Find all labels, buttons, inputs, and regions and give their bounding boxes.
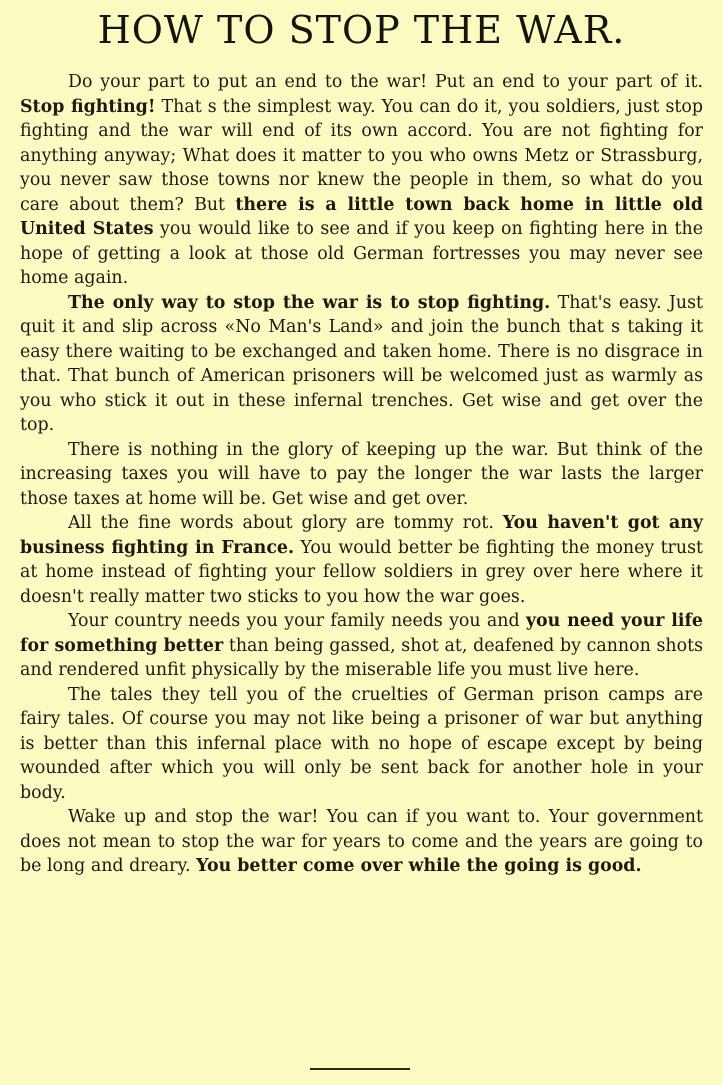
body-text: That's easy. Just quit it and slip across «No Man's Land» and join the bunch that s taking it easy there waiting to be exchanged and taken home. There is no disgrace in that. That bunch of American prisoners will be welcomed just as warmly as you who stick it out in these infernal trenches. Get wise and get over the top. [20,292,703,435]
emphasis-text: there is a little town back home in little old United States [20,194,703,239]
body-text: There is nothing in the glory of keeping up the war. But think of the increasing taxes you will have to pay the longer the war lasts the larger those taxes at home will be. Get wise and get over. [20,439,703,509]
emphasis-text: you need your life for something better [20,611,703,656]
body-text: Wake up and stop the war! You can if you want to. Your government does not mean to stop the war for years to come and the years are going to be long and dreary. [20,807,703,876]
paragraph-5 [20,609,703,683]
paragraph-2 [20,291,703,438]
body-text: than being gassed, shot at, deafened by cannon shots and rendered unfit physically by the miserable life you must live here. [20,635,703,680]
body-text: Your country needs you your family needs you and [68,611,526,631]
emphasis-text: You haven't got any business fighting in France. [20,513,703,558]
body-text: All the fine words about glory are tommy rot. [68,513,503,533]
leaflet-body [20,70,703,879]
emphasis-text: You better come over while the going is good. [196,856,642,876]
body-text: you would like to see and if you keep on fighting here in the hope of getting a look at those old German fortresses you may never see home again. [20,219,703,288]
paragraph-4 [20,511,703,609]
page-title: HOW TO STOP THE WAR. [97,8,626,52]
body-text: That s the simplest way. You can do it, you soldiers, just stop fighting and the war will end of its own accord. You are not fighting for anything anyway; What does it matter to you who owns Metz or Strassburg, you never saw those towns nor knew the people in them, so what do you care about them? But [20,96,703,215]
emphasis-text: Stop fighting! [20,96,156,117]
paragraph-6 [20,683,703,806]
paragraph-1 [20,70,703,291]
paragraph-7 [20,805,703,879]
emphasis-text: The only way to stop the war is to stop fighting. [68,292,551,313]
body-text: The tales they tell you of the cruelties of German prison camps are fairy tales. Of course you may not like being a prisoner of war but anything is better than this infernal place with no hope of escape except by being wounded after which you will only be sent back for another hole in your body. [20,684,703,803]
body-text: You would better be fighting the money trust at home instead of fighting your fellow soldiers in grey over here where it doesn't really matter two sticks to you how the war goes. [20,537,703,607]
paragraph-3 [20,438,703,512]
closing-rule [310,1068,410,1070]
body-text: Do your part to put an end to the war! Put an end to your part of it. [68,72,703,92]
